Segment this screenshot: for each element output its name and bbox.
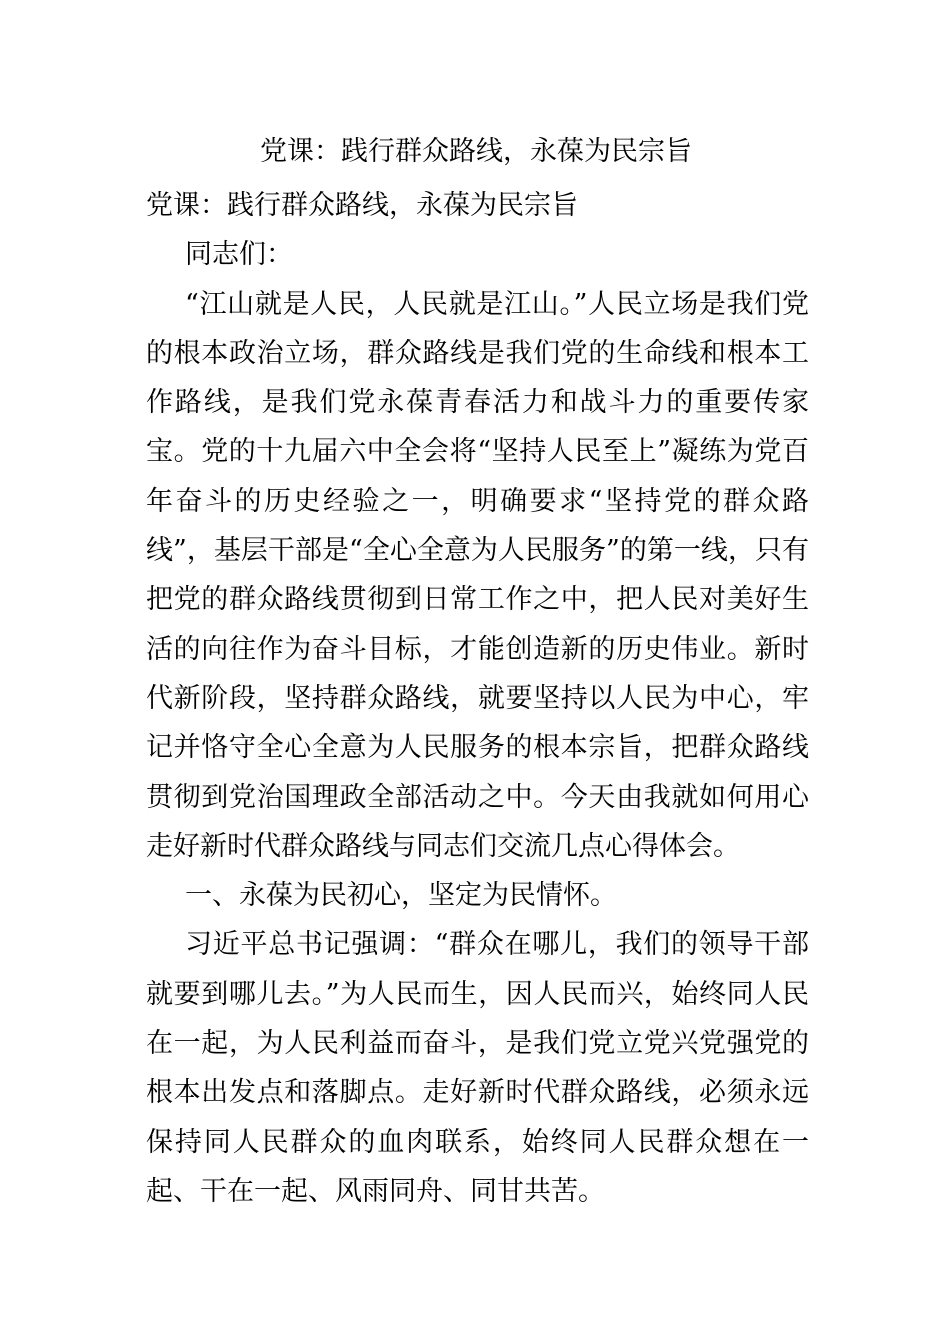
document-body: [146, 181, 809, 1216]
document-subtitle: 党课：践行群众路线，永葆为民宗旨: [146, 190, 578, 221]
paragraph-section-1: 习近平总书记强调：“群众在哪儿，我们的领导干部就要到哪儿去。”为人民而生，因人民而兴，始终同人民在一起，为人民利益而奋斗，是我们党立党兴党强党的根本出发点和落脚点。走好新时代群众路线，必须永远保持同人民群众的血肉联系，始终同人民群众想在一起、干在一起、风雨同舟、同甘共苦。: [146, 929, 809, 1207]
section-heading-1: 一、永葆为民初心，坚定为民情怀。: [185, 880, 617, 912]
paragraph-intro: “江山就是人民，人民就是江山。”人民立场是我们党的根本政治立场，群众路线是我们党的生命线和根本工作路线，是我们党永葆青春活力和战斗力的重要传家宝。党的十九届六中全会将“坚持人民至上”凝练为党百年奋斗的历史经验之一，明确要求“坚持党的群众路线”，基层干部是“全心全意为人民服务”的第一线，只有把党的群众路线贯彻到日常工作之中，把人民对美好生活的向往作为奋斗目标，才能创造新的历史伟业。新时代新阶段，坚持群众路线，就要坚持以人民为中心，牢记并恪守全心全意为人民服务的根本宗旨，把群众路线贯彻到党治国理政全部活动之中。今天由我就如何用心走好新时代群众路线与同志们交流几点心得体会。: [146, 288, 809, 862]
document-title: 党课：践行群众路线，永葆为民宗旨: [260, 136, 692, 167]
salutation: 同志们：: [185, 239, 293, 271]
